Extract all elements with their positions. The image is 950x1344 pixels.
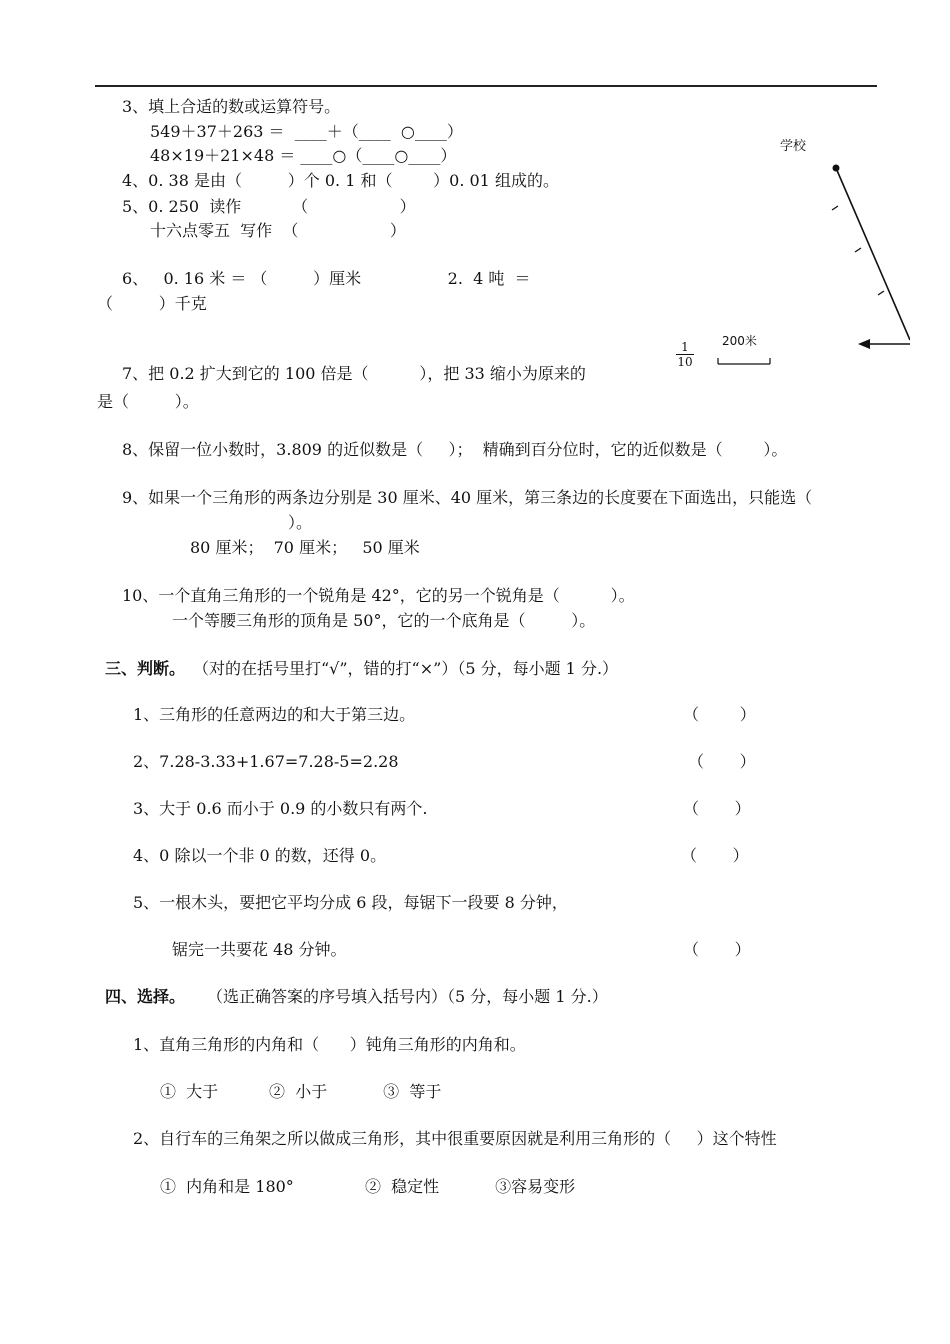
- text-line-4: 4、0. 38 是由（ ）个 0. 1 和（ ）0. 01 组成的。: [122, 171, 559, 190]
- text-line-17: 三、判断。: [105, 659, 186, 678]
- text-line-25: 4、0 除以一个非 0 的数，还得 0。: [133, 846, 387, 865]
- text-line-23: 3、大于 0.6 而小于 0.9 的小数只有两个.: [133, 799, 428, 818]
- text-line-3: 48×19＋21×48 ＝ ____○（____○____）: [150, 146, 457, 165]
- header-rule: [95, 85, 877, 87]
- text-line-8: （ ）千克: [97, 294, 207, 313]
- route-tick-1: [832, 206, 838, 210]
- text-line-21: 2、7.28-3.33+1.67=7.28-5=2.28: [133, 752, 399, 771]
- text-line-12: 9、如果一个三角形的两条边分别是 30 厘米、40 厘米，第三条边的长度要在下面选出，只能选（: [122, 488, 813, 507]
- text-line-11: 8、保留一位小数时，3.809 的近似数是（ ）； 精确到百分位时，它的近似数是（ ）。: [122, 440, 788, 459]
- text-line-18: （对的在括号里打“√”，错的打“×”）（5 分，每小题 1 分.）: [193, 659, 619, 678]
- text-line-33: ① 大于 ② 小于 ③ 等于: [160, 1082, 442, 1101]
- map-scale-label: 200米: [722, 334, 757, 348]
- route-tick-3: [878, 291, 884, 295]
- map-school-label: 学校: [780, 139, 807, 154]
- fraction-numerator: 1: [676, 340, 694, 355]
- text-line-14: 80 厘米； 70 厘米； 50 厘米: [190, 538, 420, 557]
- school-route-map: [712, 120, 910, 405]
- text-line-31: （选正确答案的序号填入括号内）（5 分，每小题 1 分.）: [207, 987, 608, 1006]
- text-line-13: ）。: [288, 513, 313, 532]
- text-line-15: 10、一个直角三角形的一个锐角是 42°，它的另一个锐角是（ ）。: [122, 586, 635, 605]
- text-line-24: （ ）: [683, 799, 751, 818]
- text-line-5: 5、0. 250 读作 （ ）: [122, 197, 416, 216]
- text-line-6: 十六点零五 写作 （ ）: [150, 221, 406, 240]
- text-line-9: 7、把 0.2 扩大到它的 100 倍是（ ），把 33 缩小为原来的: [122, 364, 586, 383]
- direction-arrow-head: [858, 339, 870, 349]
- text-line-30: 四、选择。: [105, 987, 186, 1006]
- text-line-7: 6、 0. 16 米 ＝ （ ）厘米 2. 4 吨 ＝: [122, 269, 531, 288]
- text-line-16: 一个等腰三角形的顶角是 50°，它的一个底角是（ ）。: [172, 611, 596, 630]
- text-line-28: 锯完一共要花 48 分钟。: [172, 940, 347, 959]
- text-line-22: （ ）: [688, 752, 756, 771]
- text-line-2: 549＋37＋263 ＝ ____＋（____ ○____）: [150, 122, 463, 141]
- text-line-34: 2、自行车的三角架之所以做成三角形，其中很重要原因就是利用三角形的（ ）这个特性: [133, 1129, 777, 1148]
- text-line-26: （ ）: [681, 846, 749, 865]
- text-line-32: 1、直角三角形的内角和（ ）钝角三角形的内角和。: [133, 1035, 526, 1054]
- route-tick-2: [855, 248, 861, 252]
- route-line: [836, 168, 910, 340]
- text-line-10: 是（ ）。: [97, 392, 199, 411]
- text-line-29: （ ）: [683, 940, 751, 959]
- fraction-one-tenth: [676, 340, 694, 369]
- text-line-20: （ ）: [683, 705, 756, 724]
- text-line-1: 3、填上合适的数或运算符号。: [122, 97, 341, 116]
- text-line-27: 5、一根木头，要把它平均分成 6 段，每锯下一段要 8 分钟，: [133, 893, 568, 912]
- fraction-denominator: 10: [677, 355, 693, 369]
- text-line-19: 1、三角形的任意两边的和大于第三边。: [133, 705, 416, 724]
- text-line-35: ① 内角和是 180° ② 稳定性 ③容易变形: [160, 1177, 576, 1196]
